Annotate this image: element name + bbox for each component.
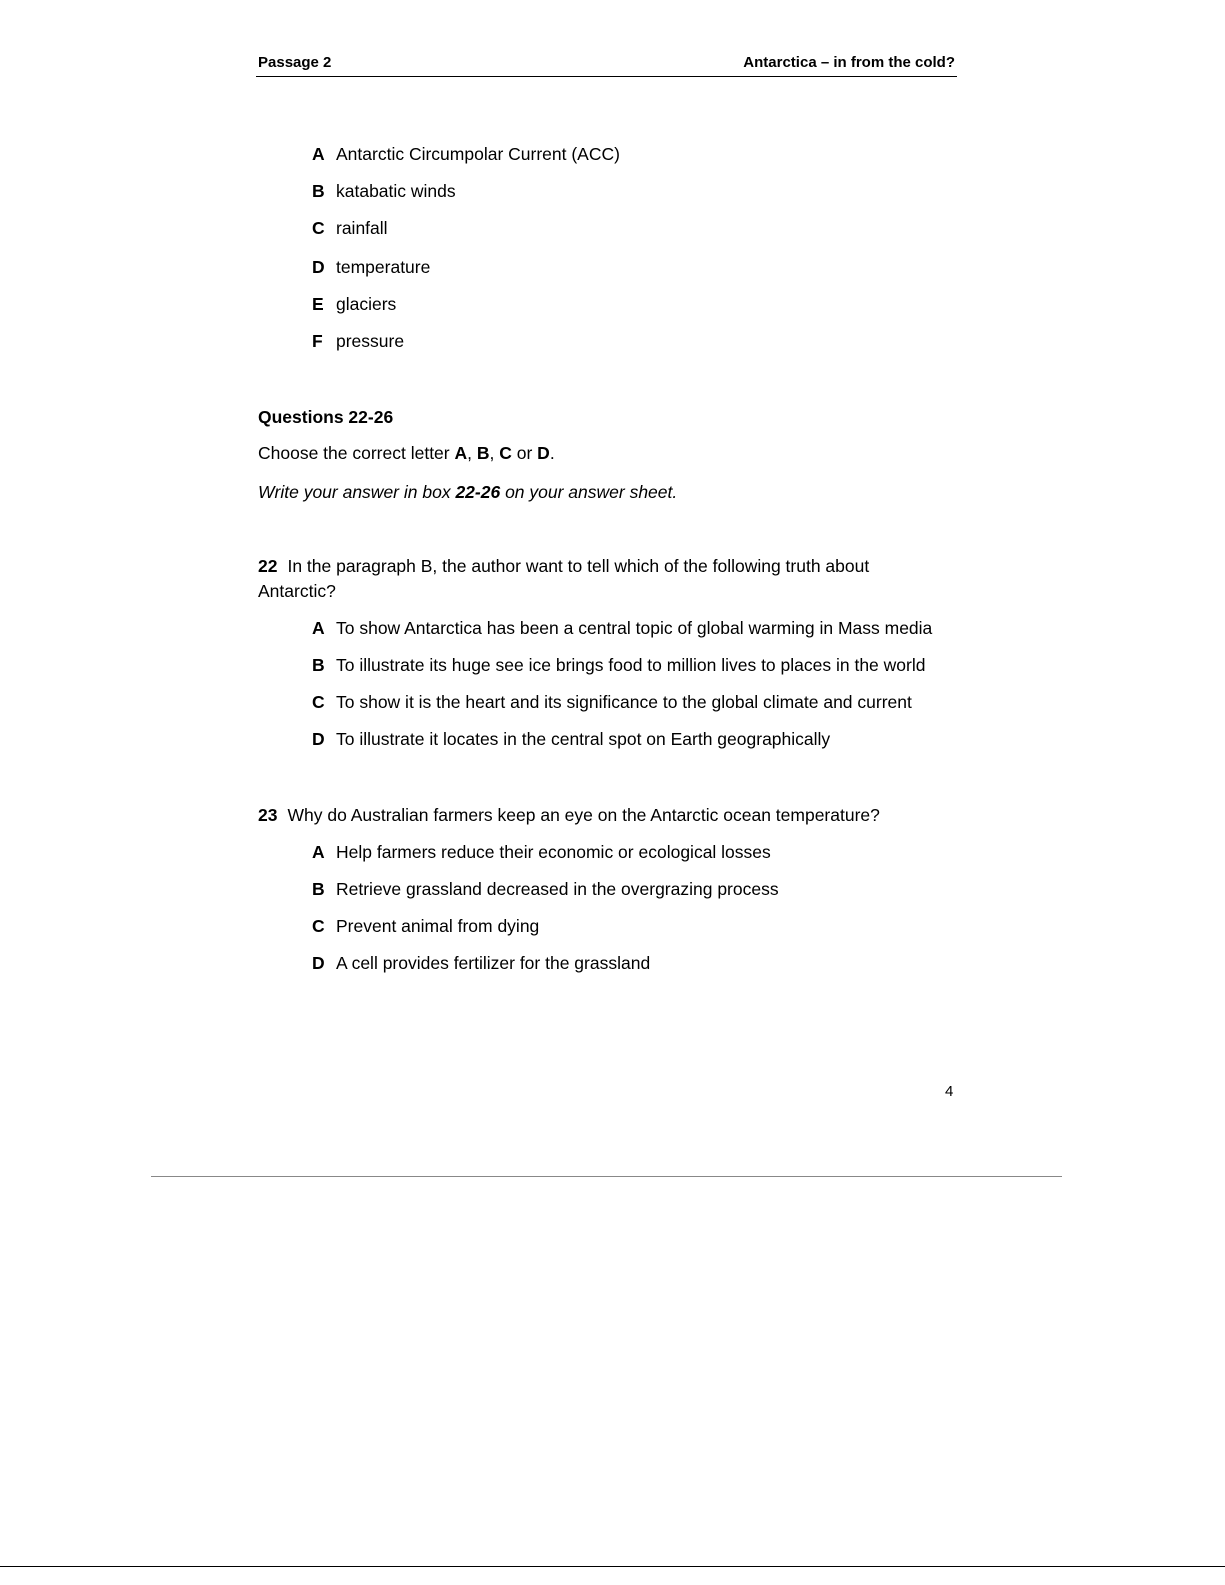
header-passage-title: Antarctica – in from the cold?	[743, 54, 955, 71]
answer-option	[312, 729, 830, 750]
option-text: Prevent animal from dying	[336, 916, 540, 936]
list-option	[312, 144, 620, 165]
answer-option	[312, 692, 912, 713]
option-letter: F	[312, 331, 323, 351]
option-text: To show it is the heart and its significance to the global climate and current	[336, 692, 912, 712]
instruction-letter-a: A	[454, 443, 468, 463]
option-letter: C	[312, 916, 325, 936]
answer-option	[312, 618, 932, 639]
answer-option	[312, 953, 650, 974]
option-letter: C	[312, 218, 325, 238]
option-text: To illustrate its huge see ice brings food to million lives to places in the world	[336, 655, 926, 675]
option-letter: D	[312, 257, 325, 277]
option-text: rainfall	[336, 218, 388, 238]
option-letter: B	[312, 879, 325, 899]
page-header	[256, 52, 957, 77]
question-text: Why do Australian farmers keep an eye on the Antarctic ocean temperature?	[287, 805, 880, 825]
option-text: Antarctic Circumpolar Current (ACC)	[336, 144, 620, 164]
answer-option	[312, 916, 539, 937]
option-text: Retrieve grassland decreased in the overgrazing process	[336, 879, 779, 899]
option-letter: E	[312, 294, 324, 314]
answer-instruction-suffix: on your answer sheet.	[500, 482, 678, 502]
option-letter: D	[312, 729, 325, 749]
list-option	[312, 218, 388, 239]
list-option	[312, 331, 404, 352]
option-letter: B	[312, 181, 325, 201]
question-22-line1	[258, 556, 869, 577]
option-letter: B	[312, 655, 325, 675]
option-letter: A	[312, 842, 325, 862]
header-passage-label: Passage 2	[258, 54, 332, 71]
option-text: katabatic winds	[336, 181, 456, 201]
instruction-or: or	[511, 443, 538, 463]
option-text: glaciers	[336, 294, 397, 314]
list-option	[312, 181, 456, 202]
instruction-sep: ,	[489, 443, 500, 463]
instruction-end: .	[549, 443, 555, 463]
list-option	[312, 257, 430, 278]
option-text: A cell provides fertilizer for the grassland	[336, 953, 651, 973]
question-number: 22	[258, 556, 278, 576]
option-text: Help farmers reduce their economic or ecological losses	[336, 842, 771, 862]
answer-box-range: 22-26	[455, 482, 501, 502]
answer-instruction	[258, 482, 677, 503]
option-text: pressure	[336, 331, 405, 351]
option-text: To show Antarctica has been a central topic of global warming in Mass media	[336, 618, 933, 638]
page-number: 4	[945, 1083, 954, 1100]
answer-option	[312, 879, 779, 900]
list-option	[312, 294, 396, 315]
section-title: Questions 22-26	[258, 407, 394, 427]
bottom-edge-divider	[0, 1566, 1225, 1567]
answer-option	[312, 655, 925, 676]
option-letter: C	[312, 692, 325, 712]
question-23-line1	[258, 805, 880, 826]
section-instruction	[258, 443, 555, 464]
instruction-sep: ,	[467, 443, 477, 463]
answer-option	[312, 842, 771, 863]
instruction-prefix: Choose the correct letter	[258, 443, 455, 463]
option-text: To illustrate it locates in the central spot on Earth geographically	[336, 729, 831, 749]
question-text: In the paragraph B, the author want to tell which of the following truth about	[287, 556, 870, 576]
instruction-letter-d: D	[537, 443, 550, 463]
option-letter: D	[312, 953, 325, 973]
footer-divider	[151, 1176, 1062, 1177]
instruction-letter-c: C	[499, 443, 512, 463]
option-letter: A	[312, 618, 325, 638]
instruction-letter-b: B	[476, 443, 490, 463]
option-text: temperature	[336, 257, 431, 277]
question-22-line2: Antarctic?	[258, 581, 336, 601]
answer-instruction-prefix: Write your answer in box	[258, 482, 456, 502]
question-number: 23	[258, 805, 278, 825]
option-letter: A	[312, 144, 325, 164]
